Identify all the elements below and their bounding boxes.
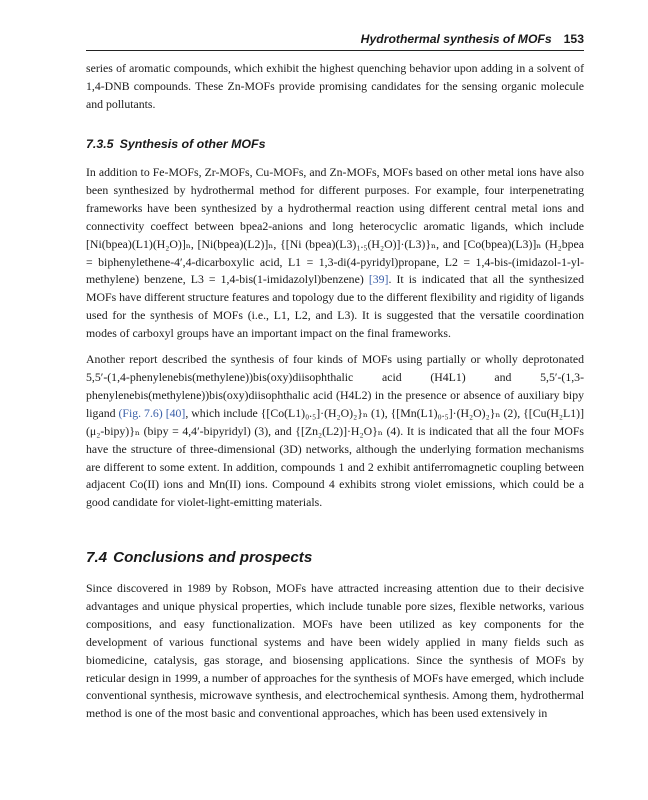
section-74-number: 7.4 [86, 549, 108, 566]
running-head [86, 32, 584, 46]
section-735-heading [86, 137, 266, 151]
running-head-title: Hydrothermal synthesis of MOFs [360, 32, 552, 46]
section-735-title: Synthesis of other MOFs [119, 137, 266, 151]
p2-text-b: , which include {[Co(L1)₀.₅]·(H₂O)₂}ₙ (1), {[Mn(L1)₀.₅]·(H₂O)₂}ₙ (2), {[Cu(H₂L1)](μ₂-bipy)}ₙ (bipy = 4,4′-bipyridyl) (3), and {[Zn₂(L2)]·H₂O}ₙ (4). It is indicated that all the four MOFs have the structure of three-dimensional (3D) networks, although the underlying formation mechanisms are different to some extent. In addition, compounds 1 and 2 exhibit antiferromagnetic coupling between adjacent Co(II) ions and Mn(II) ions. Compound 4 exhibits strong violet emissions, which could be a good candidate for violet-light-emitting materials. [86, 405, 584, 510]
p1-text-b: . It is indicated that all the synthesized MOFs have different structure features and topology due to the different flexibility and rigidity of ligands used for the synthesis of MOFs (i.e., L1, L2, and L3). It is suggested that the versatile coordination modes of carboxyl groups have an important impact on the final frameworks. [86, 272, 584, 341]
section-735-paragraph-2 [86, 351, 584, 512]
section-74-body [86, 580, 584, 723]
lead-paragraph-block [86, 60, 584, 114]
book-page [86, 0, 584, 800]
p2-text-a: Another report described the synthesis of four kinds of MOFs using partially or wholly deprotonated 5,5′-(1,4-phenylenebis(methylene))bis(oxy)diisophthalic acid (H4L1) and 5,5′-(1,3-phenylenebis(methylene))bis(oxy)diisophthalic acid (H4L2) in the presence or absence of auxiliary bipy ligand [86, 352, 584, 420]
figure-7-6-link[interactable]: (Fig. 7.6) [118, 405, 163, 420]
header-rule [86, 50, 584, 51]
p1-text-a: In addition to Fe-MOFs, Zr-MOFs, Cu-MOFs, and Zn-MOFs, MOFs based on other metal ions have also been synthesized by hydrothermal method for different purposes. For example, four interpenetrating frameworks have been synthesized by a hydrothermal reaction using different central metal ions and connectivity coeffect between bpea2-anions and long heterocyclic aromatic ligands, which include [Ni(bpea)(L1)(H₂O)]ₙ, [Ni(bpea)(L2)]ₙ, {[Ni (bpea)(L3)₁.₅(H₂O)]·(L3)}ₙ, and [Co(bpea)(L3)]ₙ (H₂bpea = biphenylethene-4′,4-dicarboxylic acid, L1 = 1,3-di(4-pyridyl)propane, L2 = 1,4-bis-(imidazol-1-yl-methylene) benzene, L3 = 1,4-bis(1-imidazolyl)benzene) [86, 165, 584, 287]
section-74-heading [86, 549, 312, 566]
page-number: 153 [563, 32, 584, 46]
lead-paragraph: series of aromatic compounds, which exhibit the highest quenching behavior upon adding in a solvent of 1,4-DNB compounds. These Zn-MOFs provide promising candidates for the sensing organic molecule and pollutants. [86, 61, 584, 111]
citation-40[interactable]: [40] [165, 405, 186, 420]
citation-39[interactable]: [39] [368, 272, 389, 287]
section-74-title: Conclusions and prospects [113, 549, 313, 566]
section-735-paragraph-1 [86, 164, 584, 343]
section-735-number: 7.3.5 [86, 137, 114, 151]
section-74-paragraph-1: Since discovered in 1989 by Robson, MOFs have attracted increasing attention due to their decisive advantages and unique physical properties, which include tunable pore sizes, flexible networks, various compositions, and easy functionalization. MOFs have been utilized as key components for the development of various functional systems and have been widely applied in many fields such as biomedicine, catalysis, gas storage, and biosensing applications. Since the synthesis of MOFs by reticular design in 1999, a number of approaches for the synthesis of MOFs have emerged, which include conventional synthesis, microwave synthesis, and electrochemical synthesis. Among them, hydrothermal method is one of the most basic and conventional approaches, which has been used extensively in [86, 581, 584, 721]
section-735-body [86, 164, 584, 512]
